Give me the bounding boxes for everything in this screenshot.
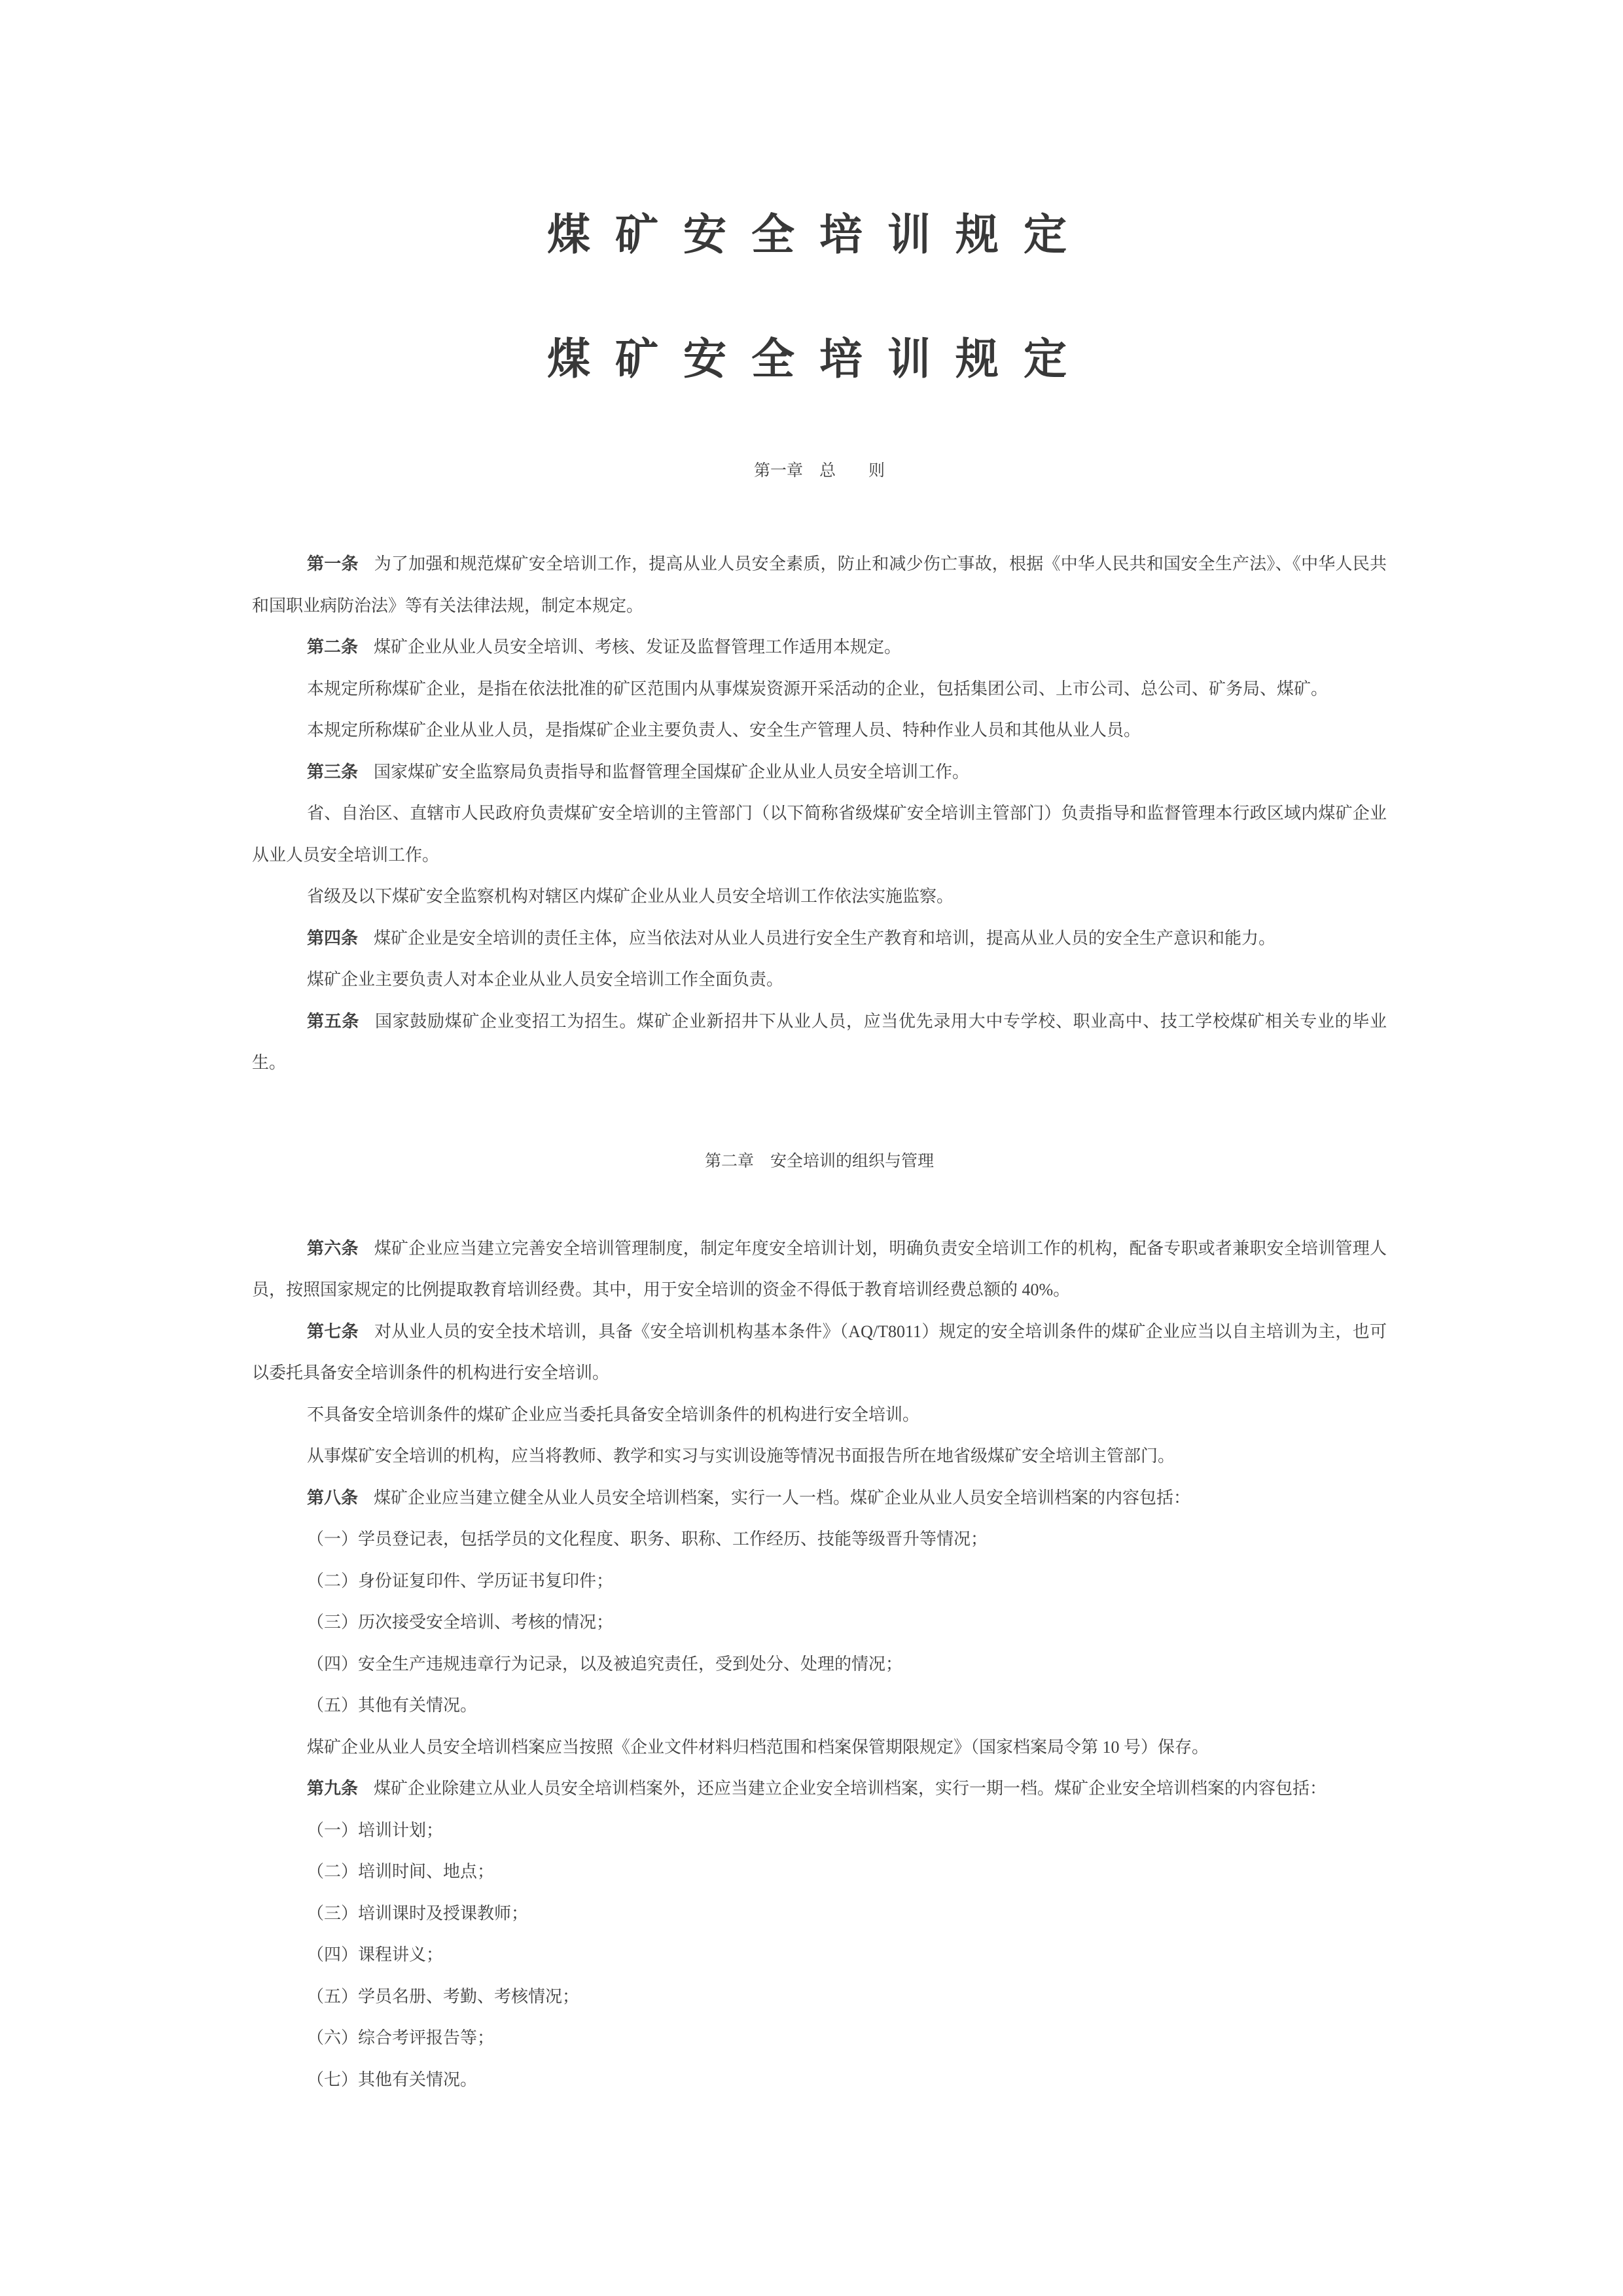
- list-item-text: （一）培训计划；: [307, 1820, 444, 1840]
- list-item: [252, 1643, 1387, 1685]
- paragraph: [252, 793, 1387, 876]
- list-item: [252, 1934, 1387, 1976]
- article-1-number: 第一条: [307, 554, 359, 573]
- paragraph-text: 不具备安全培训条件的煤矿企业应当委托具备安全培训条件的机构进行安全培训。: [307, 1405, 920, 1424]
- paragraph: [252, 1394, 1387, 1436]
- article-6-text: 煤矿企业应当建立完善安全培训管理制度，制定年度安全培训计划，明确负责安全培训工作的机构，配备专职或者兼职安全培训管理人员，按照国家规定的比例提取教育培训经费。其中，用于安全培训的资金不得低于教育培训经费总额的 40%。: [252, 1238, 1387, 1299]
- list-item: [252, 1893, 1387, 1935]
- paragraph: [252, 1435, 1387, 1477]
- paragraph: [252, 709, 1387, 751]
- article-8-number: 第八条: [307, 1488, 359, 1507]
- article-9-text: 煤矿企业除建立从业人员安全培训档案外，还应当建立企业安全培训档案，实行一期一档。煤矿企业安全培训档案的内容包括：: [374, 1779, 1327, 1798]
- list-item: [252, 1518, 1387, 1560]
- paragraph-text: 煤矿企业主要负责人对本企业从业人员安全培训工作全面负责。: [307, 970, 784, 989]
- article-6-number: 第六条: [307, 1238, 359, 1258]
- article-2-number: 第二条: [307, 637, 359, 656]
- list-item-text: （一）学员登记表，包括学员的文化程度、职务、职称、工作经历、技能等级晋升等情况；: [307, 1530, 988, 1549]
- paragraph-text: 本规定所称煤矿企业，是指在依法批准的矿区范围内从事煤炭资源开采活动的企业，包括集团公司、上市公司、总公司、矿务局、煤矿。: [307, 679, 1329, 698]
- list-item-text: （二）身份证复印件、学历证书复印件；: [307, 1571, 614, 1590]
- article-4-number: 第四条: [307, 928, 359, 948]
- document-title-line-1: 煤矿安全培训规定: [547, 211, 1092, 259]
- paragraph-article-9: [252, 1768, 1387, 1810]
- article-7-number: 第七条: [307, 1321, 359, 1341]
- list-item-text: （三）培训课时及授课教师；: [307, 1903, 529, 1923]
- paragraph: [252, 1727, 1387, 1768]
- document-body: [252, 0, 1387, 2100]
- paragraph-article-7: [252, 1311, 1387, 1394]
- list-item-text: （二）培训时间、地点；: [307, 1862, 495, 1881]
- paragraph-text: 本规定所称煤矿企业从业人员，是指煤矿企业主要负责人、安全生产管理人员、特种作业人员和其他从业人员。: [307, 721, 1141, 740]
- article-3-number: 第三条: [307, 762, 359, 781]
- list-item: [252, 1851, 1387, 1893]
- paragraph: [252, 959, 1387, 1001]
- list-item-text: （三）历次接受安全培训、考核的情况；: [307, 1613, 614, 1632]
- list-item: [252, 1560, 1387, 1602]
- list-item: [252, 1976, 1387, 2018]
- chapter-2-heading: 第二章 安全培训的组织与管理: [704, 1152, 934, 1170]
- paragraph-text: 从事煤矿安全培训的机构，应当将教师、教学和实习与实训设施等情况书面报告所在地省级煤矿安全培训主管部门。: [307, 1446, 1175, 1465]
- list-item-text: （七）其他有关情况。: [307, 2070, 478, 2089]
- paragraph: [252, 876, 1387, 918]
- paragraph-article-1: [252, 543, 1387, 626]
- list-item: [252, 1810, 1387, 1852]
- list-item: [252, 2059, 1387, 2101]
- article-9-number: 第九条: [307, 1779, 359, 1798]
- chapter-1-heading: 第一章 总 则: [753, 462, 885, 480]
- list-item: [252, 1685, 1387, 1727]
- paragraph-text: 省、自治区、直辖市人民政府负责煤矿安全培训的主管部门（以下简称省级煤矿安全培训主管部门）负责指导和监督管理本行政区域内煤矿企业从业人员安全培训工作。: [252, 804, 1387, 865]
- article-8-text: 煤矿企业应当建立健全从业人员安全培训档案，实行一人一档。煤矿企业从业人员安全培训档案的内容包括：: [374, 1488, 1191, 1507]
- paragraph-article-6: [252, 1228, 1387, 1311]
- list-item-text: （四）课程讲义；: [307, 1945, 444, 1964]
- paragraph-text: 省级及以下煤矿安全监察机构对辖区内煤矿企业从业人员安全培训工作依法实施监察。: [307, 887, 954, 906]
- article-1-text: 为了加强和规范煤矿安全培训工作，提高从业人员安全素质，防止和减少伤亡事故，根据《中华人民共和国安全生产法》、《中华人民共和国职业病防治法》等有关法律法规，制定本规定。: [252, 554, 1387, 615]
- article-5-number: 第五条: [307, 1011, 359, 1031]
- paragraph-article-5: [252, 1001, 1387, 1084]
- list-item-text: （六）综合考评报告等；: [307, 2028, 495, 2047]
- list-item: [252, 1602, 1387, 1643]
- paragraph: [252, 668, 1387, 710]
- article-4-text: 煤矿企业是安全培训的责任主体，应当依法对从业人员进行安全生产教育和培训，提高从业人员的安全生产意识和能力。: [374, 928, 1276, 948]
- list-item-text: （五）其他有关情况。: [307, 1696, 478, 1715]
- list-item: [252, 2017, 1387, 2059]
- article-5-text: 国家鼓励煤矿企业变招工为招生。煤矿企业新招井下从业人员，应当优先录用大中专学校、职业高中、技工学校煤矿相关专业的毕业生。: [252, 1011, 1387, 1072]
- article-3-text: 国家煤矿安全监察局负责指导和监督管理全国煤矿企业从业人员安全培训工作。: [374, 762, 970, 781]
- paragraph-article-8: [252, 1477, 1387, 1519]
- paragraph-article-3: [252, 751, 1387, 793]
- article-2-text: 煤矿企业从业人员安全培训、考核、发证及监督管理工作适用本规定。: [374, 637, 902, 656]
- paragraph-article-4: [252, 918, 1387, 960]
- article-7-text: 对从业人员的安全技术培训，具备《安全培训机构基本条件》（AQ/T8011）规定的安全培训条件的煤矿企业应当以自主培训为主，也可以委托具备安全培训条件的机构进行安全培训。: [252, 1321, 1387, 1382]
- paragraph-text: 煤矿企业从业人员安全培训档案应当按照《企业文件材料归档范围和档案保管期限规定》（国家档案局令第 10 号）保存。: [307, 1737, 1209, 1757]
- list-item-text: （五）学员名册、考勤、考核情况；: [307, 1986, 580, 2006]
- list-item-text: （四）安全生产违规违章行为记录，以及被追究责任，受到处分、处理的情况；: [307, 1654, 903, 1674]
- paragraph-article-2: [252, 626, 1387, 668]
- document-title-line-2: 煤矿安全培训规定: [547, 336, 1092, 384]
